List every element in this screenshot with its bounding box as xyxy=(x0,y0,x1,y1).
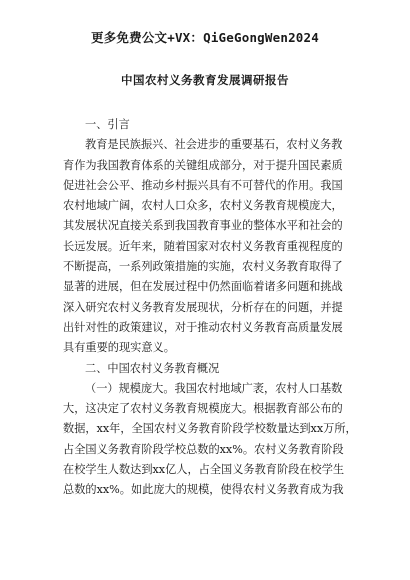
paragraph-line: 不断提高，一系列政策措施的实施，农村义务教育取得了 xyxy=(63,260,343,274)
paragraph-line: 促进社会公平、推动乡村振兴具有不可替代的作用。我国 xyxy=(63,178,343,192)
paragraph-line: 大，这决定了农村义务教育规模庞大。根据教育部公布的 xyxy=(63,402,343,416)
document-title: 中国农村义务教育发展调研报告 xyxy=(121,73,289,87)
paragraph-line: 数据，xx年，全国农村义务教育阶段学校数量达到xx万所， xyxy=(63,422,357,436)
section-heading-intro: 一、引言 xyxy=(85,118,130,131)
paragraph-line: 长远发展。近年来，随着国家对农村义务教育重视程度的 xyxy=(63,239,343,253)
paragraph-line: 总数的xx%。如此庞大的规模，使得农村义务教育成为我 xyxy=(63,483,344,497)
paragraph-line: （一）规模庞大。我国农村地域广袤，农村人口基数 xyxy=(85,381,343,395)
paragraph-line: 深入研究农村义务教育发展现状，分析存在的问题，并提 xyxy=(63,300,343,314)
paragraph-line: 育作为我国教育体系的关键组成部分，对于提升国民素质 xyxy=(63,158,343,172)
paragraph-line: 教育是民族振兴、社会进步的重要基石，农村义务教 xyxy=(85,138,343,152)
paragraph-line: 占全国义务教育阶段学校总数的xx%。农村义务教育阶段 xyxy=(63,442,344,456)
paragraph-line: 其发展状况直接关系到我国教育事业的整体水平和社会的 xyxy=(63,219,343,233)
paragraph-line: 显著的进展，但在发展过程中仍然面临着诸多问题和挑战 xyxy=(63,280,343,294)
paragraph-line: 出针对性的政策建议，对于推动农村义务教育高质量发展 xyxy=(63,320,343,334)
promo-header: 更多免费公文+VX：QiGeGongWen2024 xyxy=(91,30,319,45)
document-body xyxy=(63,115,357,501)
paragraph-line: 在校学生人数达到xx亿人，占全国义务教育阶段在校学生 xyxy=(63,463,345,477)
paragraph-line: 农村地域广阔，农村人口众多，农村义务教育规模庞大， xyxy=(63,199,343,213)
section-heading-overview: 二、中国农村义务教育概况 xyxy=(85,361,220,375)
paragraph-line: 具有重要的现实意义。 xyxy=(63,341,175,355)
